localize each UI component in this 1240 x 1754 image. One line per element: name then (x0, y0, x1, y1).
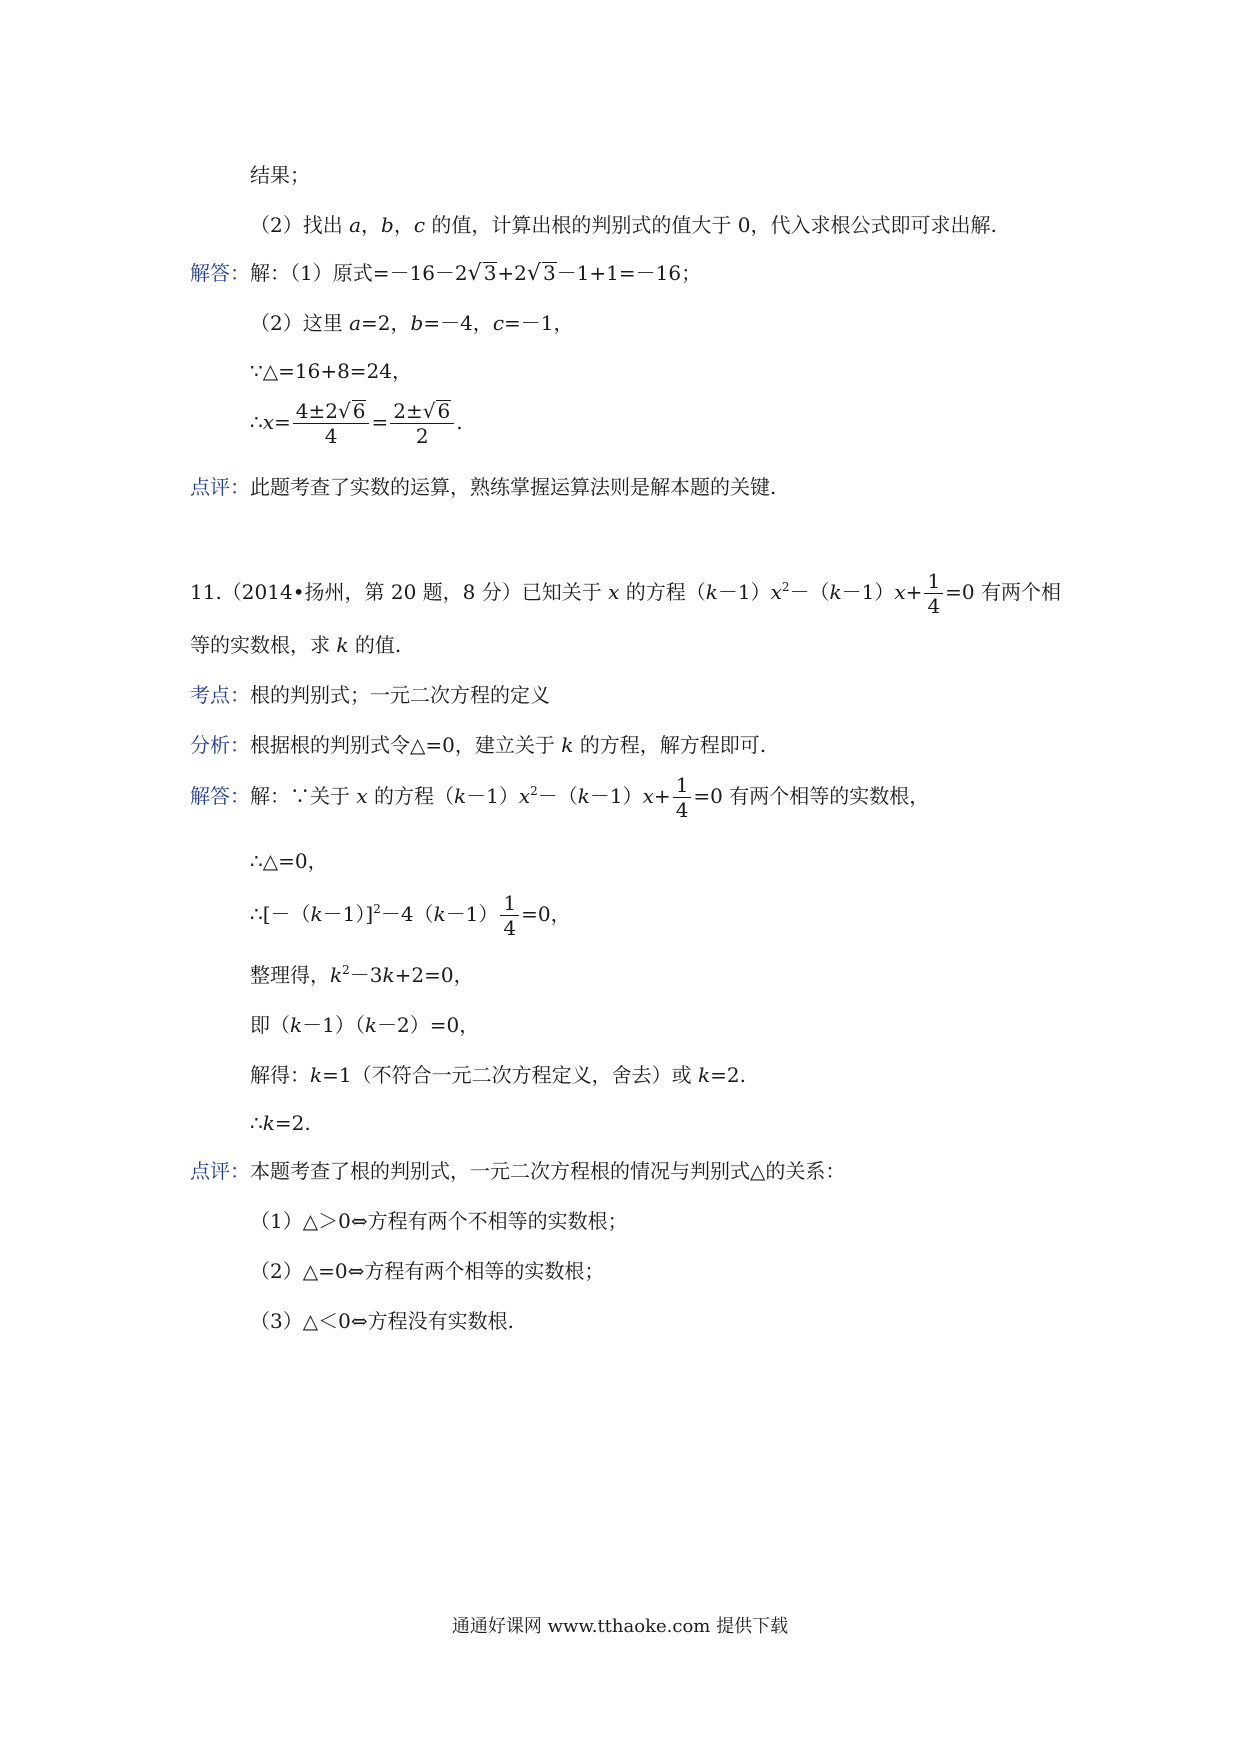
solution-label: 解答： (190, 784, 250, 808)
fraction: $\frac{1}{4}$ (673, 773, 692, 822)
q11-solution-5: 即（k－1）（k－2）=0， (250, 1013, 480, 1037)
fraction: $\frac{1}{4}$ (500, 891, 519, 940)
key-point-label: 考点： (190, 683, 250, 707)
q11-solution-6: 解得：k=1（不符合一元二次方程定义，舍去）或 k=2. (250, 1063, 746, 1087)
fraction: $\frac{1}{4}$ (924, 569, 943, 618)
q11-solution-7: ∴k=2. (250, 1111, 311, 1135)
q11-stem-line-1: 11.（2014•扬州，第 20 题，8 分）已知关于 x 的方程$(k-1)x^2-(k-1)x+$ $\frac{1}{4}$ =0 有两个相 (190, 569, 1062, 618)
prev-result-tail: 结果； (250, 163, 310, 187)
q11-solution-4: 整理得，$k^2-3k+2=0$， (250, 963, 474, 987)
fraction: $\frac{2\pm√ 6}{2}$ (390, 399, 454, 448)
page-footer: 通通好课网 www.tthaoke.com 提供下载 (451, 1616, 789, 1637)
q11-analysis: 分析：根据根的判别式令△=0，建立关于 k 的方程，解方程即可. (190, 733, 767, 757)
prev-answer-4: ∴x= $\frac{4\pm 2√ 6}{4}$ = $\frac{2\pm√ 6}{2}$ . (250, 399, 463, 448)
q11-review-case-1: （1）△＞0⇔方程有两个不相等的实数根； (250, 1209, 628, 1233)
fraction: $\frac{4\pm 2√ 6}{4}$ (293, 399, 370, 448)
prev-answer-1: 解答：解：（1）原式=－16－2√ 3+2√ 3－1+1=－16； (190, 261, 702, 286)
q11-solution-3: $\therefore[-(k-1)]^2-4(k-1)$ $\frac{1}{4}$ =0， (250, 891, 571, 940)
sqrt-sign: √ (467, 261, 482, 286)
q11-solution-2: ∴△=0， (250, 849, 328, 873)
review-label: 点评： (190, 1159, 250, 1183)
prev-review: 点评：此题考查了实数的运算，熟练掌握运算法则是解本题的关键. (190, 475, 777, 499)
q11-review-case-3: （3）△＜0⇔方程没有实数根. (250, 1309, 514, 1333)
q11-stem-line-2: 等的实数根，求 k 的值. (190, 633, 402, 657)
prev-answer-2: （2）这里 a=2，b=－4，c=－1， (250, 311, 574, 335)
prev-answer-3: ∵△=16+8=24， (250, 359, 413, 383)
prev-hint-2: （2）找出 a，b，c 的值，计算出根的判别式的值大于 0，代入求根公式即可求出解. (250, 213, 997, 237)
q11-solution-1: 解答：解：∵关于 x 的方程$(k-1)x^2-(k-1)x+$ $\frac{1}{4}$ =0 有两个相等的实数根， (190, 773, 930, 822)
q11-review: 点评：本题考查了根的判别式，一元二次方程根的情况与判别式△的关系： (190, 1159, 846, 1183)
answer-label: 解答： (190, 261, 250, 285)
analysis-label: 分析： (190, 733, 250, 757)
review-label: 点评： (190, 475, 250, 499)
q11-review-case-2: （2）△=0⇔方程有两个相等的实数根； (250, 1259, 605, 1283)
q11-key-point: 考点：根的判别式；一元二次方程的定义 (190, 683, 550, 707)
